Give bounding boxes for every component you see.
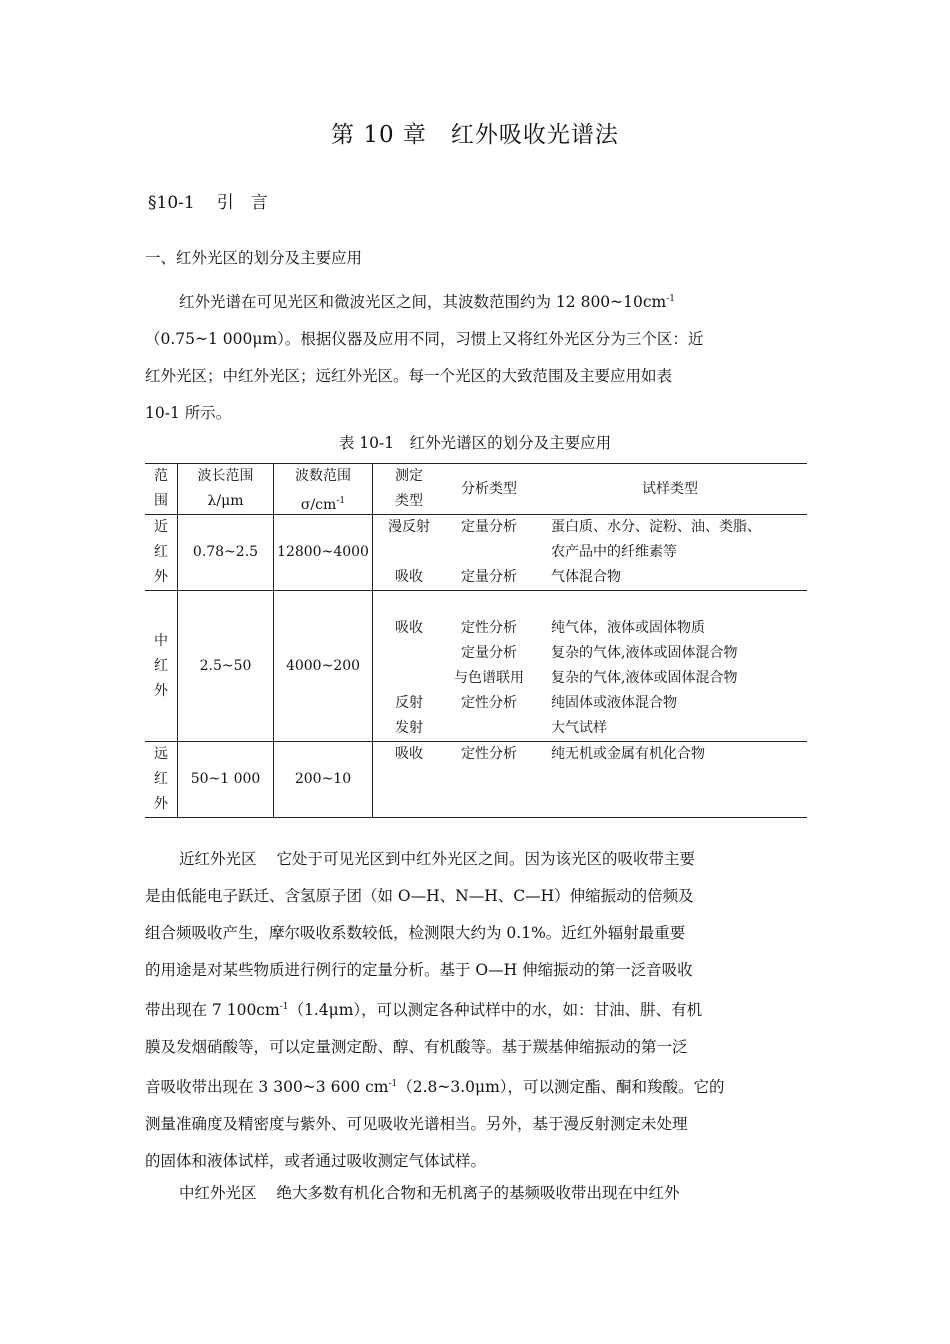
cell-analysis: 定量分析 定量分析 <box>461 519 517 585</box>
cell-wavelength: 0.78~2.5 <box>178 515 274 591</box>
header-wavenumber: 波数范围 $\sigma/cm^{-1}$ <box>274 464 373 515</box>
cell-range: 中 红 外 <box>145 591 178 742</box>
header-range: 范 围 <box>145 464 178 515</box>
header-wavelength: 波长范围 λ/μm <box>178 464 274 515</box>
near-ir-paragraph: 近红外光区 它处于可见光区到中红外光区之间。因为该光区的吸收带主要 是由低能电子跃迁、含氢原子团（如 O—H、N—H、C—H）伸缩振动的倍频及 组合频吸收产生，摩尔吸收系数较低，检测限大约为 0.1%。近红外辐射最重要 的用途是对某些物质进行例行的定量分析。基于 O—H 伸缩振动的第一泛音吸收 带出现在 7 $100cm^{-1}(1.4\mu m)$，可以测定各种试样中的水，如：甘油、肼、有机 膜及发烟硝酸等，可以定量测定酚、醇、有机酸等。基于羰基伸缩振动的第一泛 音吸收带出现在 3 300~3 600 $cm^{-1}(2.8\sim 3.0\mu m)$，可以测定酯、酮和羧酸。它的 测量准确度及精密度与紫外、可见吸收光谱相当。另外，基于漫反射测定未处理 的固体和液体试样，或者通过吸收测定气体试样。 <box>145 850 725 1170</box>
table-row-near-ir <box>145 515 807 591</box>
intro-line-1-sup: -1 <box>666 294 676 304</box>
near-ir-term: 近红外光区 <box>179 850 257 868</box>
intro-line-2: （0.75~1 000μm）。根据仪器及应用不同，习惯上又将红外光区分为三个区：近 <box>145 330 704 348</box>
cell-sample: 纯气体，液体或固体物质 复杂的气体,液体或固体混合物 复杂的气体,液体或固体混合物 纯固体或液体混合物 大气试样 <box>551 620 738 736</box>
cell-method: 吸收 反射 发射 <box>395 620 423 736</box>
table-row-mid-ir <box>145 591 807 742</box>
intro-line-1: 红外光谱在可见光区和微波光区之间，其波数范围约为 12 800~10cm <box>179 293 667 311</box>
section-title: 引 言 <box>216 193 268 213</box>
cell-analysis: 定性分析 <box>461 746 517 762</box>
mid-ir-paragraph: 中红外光区 绝大多数有机化合物和无机离子的基频吸收带出现在中红外 <box>179 1184 680 1202</box>
table-caption: 表 10-1 红外光谱区的划分及主要应用 <box>338 434 612 452</box>
header-sample: 试样类型 <box>642 480 698 497</box>
cell-sample: 纯无机或金属有机化合物 <box>551 746 705 762</box>
cell-range: 远 红 外 <box>145 742 178 818</box>
cell-range: 近 红 外 <box>145 515 178 591</box>
intro-line-4: 10-1 所示。 <box>145 404 232 422</box>
cell-wavenumber: 200~10 <box>274 742 373 818</box>
ir-region-table <box>145 463 807 818</box>
intro-paragraph <box>145 281 807 432</box>
section-heading <box>148 188 290 213</box>
intro-line-3: 红外光区；中红外光区；远红外光区。每一个光区的大致范围及主要应用如表 <box>145 367 673 385</box>
header-analysis: 分析类型 <box>461 480 517 497</box>
cell-analysis: 定性分析 定量分析 与色谱联用 定性分析 <box>454 620 524 711</box>
table-header-row <box>145 464 807 515</box>
cell-wavenumber: 4000~200 <box>274 591 373 742</box>
cell-wavelength: 50~1 000 <box>178 742 274 818</box>
table-row-far-ir <box>145 742 807 818</box>
cell-sample: 蛋白质、水分、淀粉、油、类脂、 农产品中的纤维素等 气体混合物 <box>551 519 761 585</box>
chapter-title: 第 10 章 红外吸收光谱法 <box>331 122 619 148</box>
header-method: 测定 类型 <box>395 468 423 509</box>
cell-method: 吸收 <box>395 746 423 762</box>
section-number: §10-1 <box>148 193 195 213</box>
cell-method: 漫反射 吸收 <box>388 519 430 585</box>
subheading: 一、红外光区的划分及主要应用 <box>145 249 363 267</box>
cell-wavelength: 2.5~50 <box>178 591 274 742</box>
cell-wavenumber: 12800~4000 <box>274 515 373 591</box>
mid-ir-term: 中红外光区 <box>179 1184 257 1202</box>
